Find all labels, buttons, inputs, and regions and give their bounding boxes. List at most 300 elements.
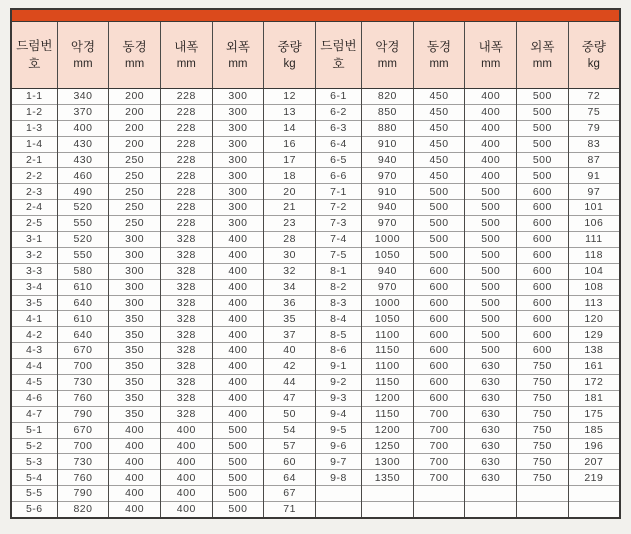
value-cell: 350 [109, 406, 161, 422]
value-cell: 21 [264, 200, 316, 216]
value-cell: 300 [212, 104, 264, 120]
value-cell [568, 486, 620, 502]
value-cell: 196 [568, 438, 620, 454]
drum-no-cell: 4-1 [11, 311, 57, 327]
value-cell: 630 [465, 438, 517, 454]
header-cell-left-3 [160, 22, 212, 89]
value-cell: 500 [212, 422, 264, 438]
value-cell: 600 [413, 279, 465, 295]
value-cell: 450 [413, 104, 465, 120]
value-cell: 32 [264, 263, 316, 279]
value-cell: 600 [413, 390, 465, 406]
drum-no-cell: 3-3 [11, 263, 57, 279]
value-cell [517, 486, 569, 502]
header-cell-right-4 [517, 22, 569, 89]
value-cell: 50 [264, 406, 316, 422]
value-cell: 250 [109, 216, 161, 232]
value-cell: 340 [57, 89, 109, 105]
table-row [11, 104, 620, 120]
value-cell: 790 [57, 486, 109, 502]
value-cell: 300 [109, 247, 161, 263]
value-cell: 328 [160, 327, 212, 343]
drum-no-cell: 1-1 [11, 89, 57, 105]
value-cell: 181 [568, 390, 620, 406]
drum-no-cell: 3-2 [11, 247, 57, 263]
value-cell: 35 [264, 311, 316, 327]
value-cell: 600 [517, 216, 569, 232]
value-cell: 300 [109, 279, 161, 295]
drum-no-cell: 2-3 [11, 184, 57, 200]
value-cell: 970 [362, 279, 414, 295]
table-row [11, 343, 620, 359]
value-cell: 400 [465, 168, 517, 184]
value-cell: 610 [57, 279, 109, 295]
value-cell: 13 [264, 104, 316, 120]
value-cell: 328 [160, 311, 212, 327]
value-cell: 200 [109, 120, 161, 136]
accent-bar-fill [11, 9, 620, 22]
value-cell: 970 [362, 216, 414, 232]
drum-no-cell: 5-6 [11, 502, 57, 518]
value-cell: 600 [413, 359, 465, 375]
value-cell: 500 [212, 502, 264, 518]
value-cell: 23 [264, 216, 316, 232]
header-unit: kg [587, 57, 600, 70]
value-cell: 500 [413, 247, 465, 263]
value-cell: 72 [568, 89, 620, 105]
header-label: 외폭 [225, 39, 251, 54]
value-cell: 400 [57, 120, 109, 136]
drum-no-cell: 6-2 [315, 104, 361, 120]
value-cell: 600 [413, 343, 465, 359]
value-cell: 400 [109, 438, 161, 454]
value-cell: 1200 [362, 422, 414, 438]
header-unit: mm [125, 57, 145, 70]
table-row [11, 184, 620, 200]
header-unit: kg [283, 57, 296, 70]
value-cell: 700 [413, 406, 465, 422]
drum-no-cell: 5-3 [11, 454, 57, 470]
value-cell: 400 [109, 502, 161, 518]
value-cell: 670 [57, 422, 109, 438]
drum-no-cell: 7-2 [315, 200, 361, 216]
value-cell: 300 [212, 120, 264, 136]
table-row [11, 311, 620, 327]
value-cell: 400 [465, 104, 517, 120]
value-cell: 20 [264, 184, 316, 200]
value-cell: 118 [568, 247, 620, 263]
value-cell: 328 [160, 390, 212, 406]
value-cell: 300 [212, 216, 264, 232]
value-cell: 500 [465, 311, 517, 327]
value-cell: 500 [413, 200, 465, 216]
table-row [11, 279, 620, 295]
value-cell: 28 [264, 232, 316, 248]
table-row [11, 263, 620, 279]
value-cell: 400 [109, 486, 161, 502]
value-cell: 207 [568, 454, 620, 470]
value-cell: 730 [57, 375, 109, 391]
value-cell: 430 [57, 152, 109, 168]
value-cell: 1250 [362, 438, 414, 454]
value-cell: 880 [362, 120, 414, 136]
value-cell [465, 486, 517, 502]
header-label: 내폭 [174, 39, 199, 54]
value-cell: 1100 [362, 359, 414, 375]
value-cell: 104 [568, 263, 620, 279]
value-cell: 600 [517, 311, 569, 327]
value-cell: 64 [264, 470, 316, 486]
value-cell: 300 [212, 200, 264, 216]
value-cell: 17 [264, 152, 316, 168]
drum-no-cell: 4-4 [11, 359, 57, 375]
value-cell: 129 [568, 327, 620, 343]
value-cell: 228 [160, 152, 212, 168]
value-cell: 580 [57, 263, 109, 279]
drum-no-cell: 5-1 [11, 422, 57, 438]
table-row [11, 136, 620, 152]
value-cell: 400 [212, 375, 264, 391]
drum-no-cell: 3-4 [11, 279, 57, 295]
value-cell: 350 [109, 359, 161, 375]
value-cell: 228 [160, 89, 212, 105]
table-row [11, 470, 620, 486]
table-row [11, 89, 620, 105]
value-cell: 400 [465, 89, 517, 105]
value-cell: 400 [465, 152, 517, 168]
value-cell: 328 [160, 247, 212, 263]
drum-no-cell: 9-6 [315, 438, 361, 454]
value-cell: 37 [264, 327, 316, 343]
drum-no-cell: 9-8 [315, 470, 361, 486]
value-cell: 400 [160, 454, 212, 470]
drum-no-cell: 9-1 [315, 359, 361, 375]
value-cell: 600 [517, 247, 569, 263]
value-cell: 500 [413, 184, 465, 200]
value-cell: 350 [109, 375, 161, 391]
value-cell: 111 [568, 232, 620, 248]
value-cell: 630 [465, 470, 517, 486]
value-cell: 460 [57, 168, 109, 184]
table-row [11, 232, 620, 248]
value-cell: 200 [109, 104, 161, 120]
drum-no-cell: 8-5 [315, 327, 361, 343]
value-cell: 600 [517, 279, 569, 295]
value-cell: 185 [568, 422, 620, 438]
drum-no-cell: 4-5 [11, 375, 57, 391]
value-cell: 328 [160, 359, 212, 375]
table-row [11, 390, 620, 406]
value-cell: 600 [517, 343, 569, 359]
drum-no-cell: 7-3 [315, 216, 361, 232]
value-cell: 67 [264, 486, 316, 502]
value-cell: 400 [212, 343, 264, 359]
value-cell: 600 [413, 327, 465, 343]
header-label: 외폭 [530, 39, 555, 54]
value-cell: 940 [362, 263, 414, 279]
value-cell: 600 [517, 295, 569, 311]
header-unit: mm [228, 57, 248, 70]
header-cell-right-3 [465, 22, 517, 89]
value-cell: 200 [109, 136, 161, 152]
drum-no-cell: 5-4 [11, 470, 57, 486]
value-cell: 79 [568, 120, 620, 136]
value-cell: 500 [212, 486, 264, 502]
table-row [11, 295, 620, 311]
value-cell: 400 [465, 120, 517, 136]
value-cell: 400 [212, 295, 264, 311]
drum-no-cell: 4-2 [11, 327, 57, 343]
value-cell: 730 [57, 454, 109, 470]
value-cell: 18 [264, 168, 316, 184]
value-cell: 328 [160, 406, 212, 422]
drum-no-cell [315, 486, 361, 502]
value-cell: 328 [160, 343, 212, 359]
drum-no-cell: 9-7 [315, 454, 361, 470]
value-cell: 500 [465, 216, 517, 232]
value-cell: 750 [517, 470, 569, 486]
value-cell: 700 [57, 359, 109, 375]
value-cell: 750 [517, 390, 569, 406]
value-cell: 750 [517, 375, 569, 391]
value-cell: 630 [465, 375, 517, 391]
value-cell: 750 [517, 406, 569, 422]
drum-no-cell: 2-5 [11, 216, 57, 232]
value-cell: 450 [413, 136, 465, 152]
value-cell: 300 [212, 136, 264, 152]
value-cell: 328 [160, 295, 212, 311]
drum-no-cell: 4-6 [11, 390, 57, 406]
value-cell: 640 [57, 327, 109, 343]
value-cell: 30 [264, 247, 316, 263]
value-cell: 400 [160, 502, 212, 518]
value-cell: 400 [212, 327, 264, 343]
value-cell: 820 [362, 89, 414, 105]
header-label: 악경 [375, 39, 400, 54]
drum-no-cell: 9-5 [315, 422, 361, 438]
value-cell: 328 [160, 375, 212, 391]
value-cell: 300 [212, 168, 264, 184]
value-cell: 42 [264, 359, 316, 375]
value-cell: 600 [413, 263, 465, 279]
value-cell: 1050 [362, 247, 414, 263]
value-cell: 228 [160, 184, 212, 200]
value-cell: 500 [465, 184, 517, 200]
value-cell [362, 502, 414, 518]
value-cell: 350 [109, 343, 161, 359]
value-cell: 750 [517, 422, 569, 438]
value-cell: 228 [160, 104, 212, 120]
value-cell: 400 [109, 422, 161, 438]
value-cell: 910 [362, 136, 414, 152]
table-row [11, 375, 620, 391]
value-cell: 760 [57, 390, 109, 406]
value-cell: 400 [465, 136, 517, 152]
value-cell: 1350 [362, 470, 414, 486]
value-cell: 700 [413, 470, 465, 486]
drum-no-cell: 2-2 [11, 168, 57, 184]
value-cell: 500 [413, 232, 465, 248]
header-cell-left-2 [109, 22, 161, 89]
value-cell: 54 [264, 422, 316, 438]
header-cell-right-1 [362, 22, 414, 89]
table-row [11, 247, 620, 263]
table-row [11, 200, 620, 216]
table-row [11, 502, 620, 518]
header-cell-right-2 [413, 22, 465, 89]
value-cell: 500 [212, 470, 264, 486]
header-unit: mm [377, 57, 397, 70]
header-label: 중량 [277, 39, 302, 54]
value-cell: 400 [212, 406, 264, 422]
header-label: 동경 [426, 39, 452, 54]
value-cell: 40 [264, 343, 316, 359]
value-cell: 820 [57, 502, 109, 518]
value-cell: 500 [517, 104, 569, 120]
table-row [11, 422, 620, 438]
value-cell: 500 [465, 295, 517, 311]
value-cell: 350 [109, 311, 161, 327]
value-cell: 500 [212, 438, 264, 454]
value-cell: 1050 [362, 311, 414, 327]
value-cell: 83 [568, 136, 620, 152]
drum-no-cell: 4-3 [11, 343, 57, 359]
value-cell: 600 [517, 232, 569, 248]
value-cell: 108 [568, 279, 620, 295]
drum-no-cell: 8-6 [315, 343, 361, 359]
value-cell: 34 [264, 279, 316, 295]
value-cell [465, 502, 517, 518]
value-cell: 940 [362, 152, 414, 168]
value-cell: 500 [465, 343, 517, 359]
table-row [11, 152, 620, 168]
value-cell: 300 [212, 89, 264, 105]
value-cell: 450 [413, 89, 465, 105]
value-cell: 970 [362, 168, 414, 184]
value-cell: 60 [264, 454, 316, 470]
value-cell: 500 [517, 152, 569, 168]
value-cell: 228 [160, 216, 212, 232]
header-label: 내폭 [478, 39, 503, 54]
value-cell: 500 [465, 327, 517, 343]
value-cell: 97 [568, 184, 620, 200]
value-cell: 44 [264, 375, 316, 391]
drum-no-cell: 8-2 [315, 279, 361, 295]
value-cell: 600 [413, 311, 465, 327]
value-cell: 400 [212, 359, 264, 375]
value-cell: 500 [465, 232, 517, 248]
table-row [11, 168, 620, 184]
drum-no-cell: 7-4 [315, 232, 361, 248]
value-cell: 600 [517, 184, 569, 200]
value-cell: 172 [568, 375, 620, 391]
drum-no-cell: 8-3 [315, 295, 361, 311]
value-cell: 520 [57, 232, 109, 248]
value-cell [413, 486, 465, 502]
value-cell: 91 [568, 168, 620, 184]
value-cell: 400 [212, 247, 264, 263]
header-label: 드럼번호 [16, 38, 53, 71]
table-row [11, 486, 620, 502]
value-cell: 120 [568, 311, 620, 327]
drum-no-cell: 7-5 [315, 247, 361, 263]
value-cell: 630 [465, 454, 517, 470]
value-cell: 550 [57, 216, 109, 232]
value-cell: 500 [465, 247, 517, 263]
value-cell: 57 [264, 438, 316, 454]
drum-no-cell: 5-5 [11, 486, 57, 502]
drum-no-cell: 1-3 [11, 120, 57, 136]
value-cell: 12 [264, 89, 316, 105]
value-cell: 600 [413, 375, 465, 391]
header-unit: mm [176, 57, 196, 70]
accent-bar [11, 9, 620, 22]
value-cell: 47 [264, 390, 316, 406]
header-unit: mm [481, 57, 501, 70]
value-cell: 760 [57, 470, 109, 486]
table-row [11, 359, 620, 375]
value-cell: 87 [568, 152, 620, 168]
value-cell: 300 [109, 232, 161, 248]
value-cell: 138 [568, 343, 620, 359]
drum-spec-table [10, 8, 621, 519]
value-cell: 106 [568, 216, 620, 232]
value-cell: 328 [160, 263, 212, 279]
header-unit: mm [73, 57, 93, 70]
value-cell: 430 [57, 136, 109, 152]
value-cell: 16 [264, 136, 316, 152]
header-cell-left-1 [57, 22, 109, 89]
table-row [11, 327, 620, 343]
value-cell: 700 [413, 438, 465, 454]
value-cell: 940 [362, 200, 414, 216]
value-cell: 500 [465, 279, 517, 295]
value-cell: 228 [160, 200, 212, 216]
value-cell: 750 [517, 454, 569, 470]
value-cell: 500 [517, 136, 569, 152]
value-cell: 500 [413, 216, 465, 232]
value-cell: 500 [465, 263, 517, 279]
value-cell: 400 [160, 470, 212, 486]
drum-no-cell: 3-1 [11, 232, 57, 248]
value-cell: 300 [109, 263, 161, 279]
value-cell: 520 [57, 200, 109, 216]
header-cell-right-5 [568, 22, 620, 89]
value-cell: 219 [568, 470, 620, 486]
value-cell: 400 [212, 311, 264, 327]
value-cell: 75 [568, 104, 620, 120]
drum-no-cell: 1-2 [11, 104, 57, 120]
value-cell: 1000 [362, 232, 414, 248]
value-cell: 450 [413, 168, 465, 184]
value-cell: 700 [413, 422, 465, 438]
value-cell: 250 [109, 184, 161, 200]
value-cell: 630 [465, 422, 517, 438]
value-cell: 36 [264, 295, 316, 311]
drum-no-cell: 6-4 [315, 136, 361, 152]
drum-no-cell [315, 502, 361, 518]
drum-no-cell: 5-2 [11, 438, 57, 454]
drum-no-cell: 6-5 [315, 152, 361, 168]
header-row [11, 22, 620, 89]
value-cell: 670 [57, 343, 109, 359]
value-cell: 328 [160, 279, 212, 295]
value-cell [568, 502, 620, 518]
header-cell-right-0 [315, 22, 361, 89]
value-cell: 630 [465, 390, 517, 406]
value-cell: 200 [109, 89, 161, 105]
value-cell: 450 [413, 120, 465, 136]
